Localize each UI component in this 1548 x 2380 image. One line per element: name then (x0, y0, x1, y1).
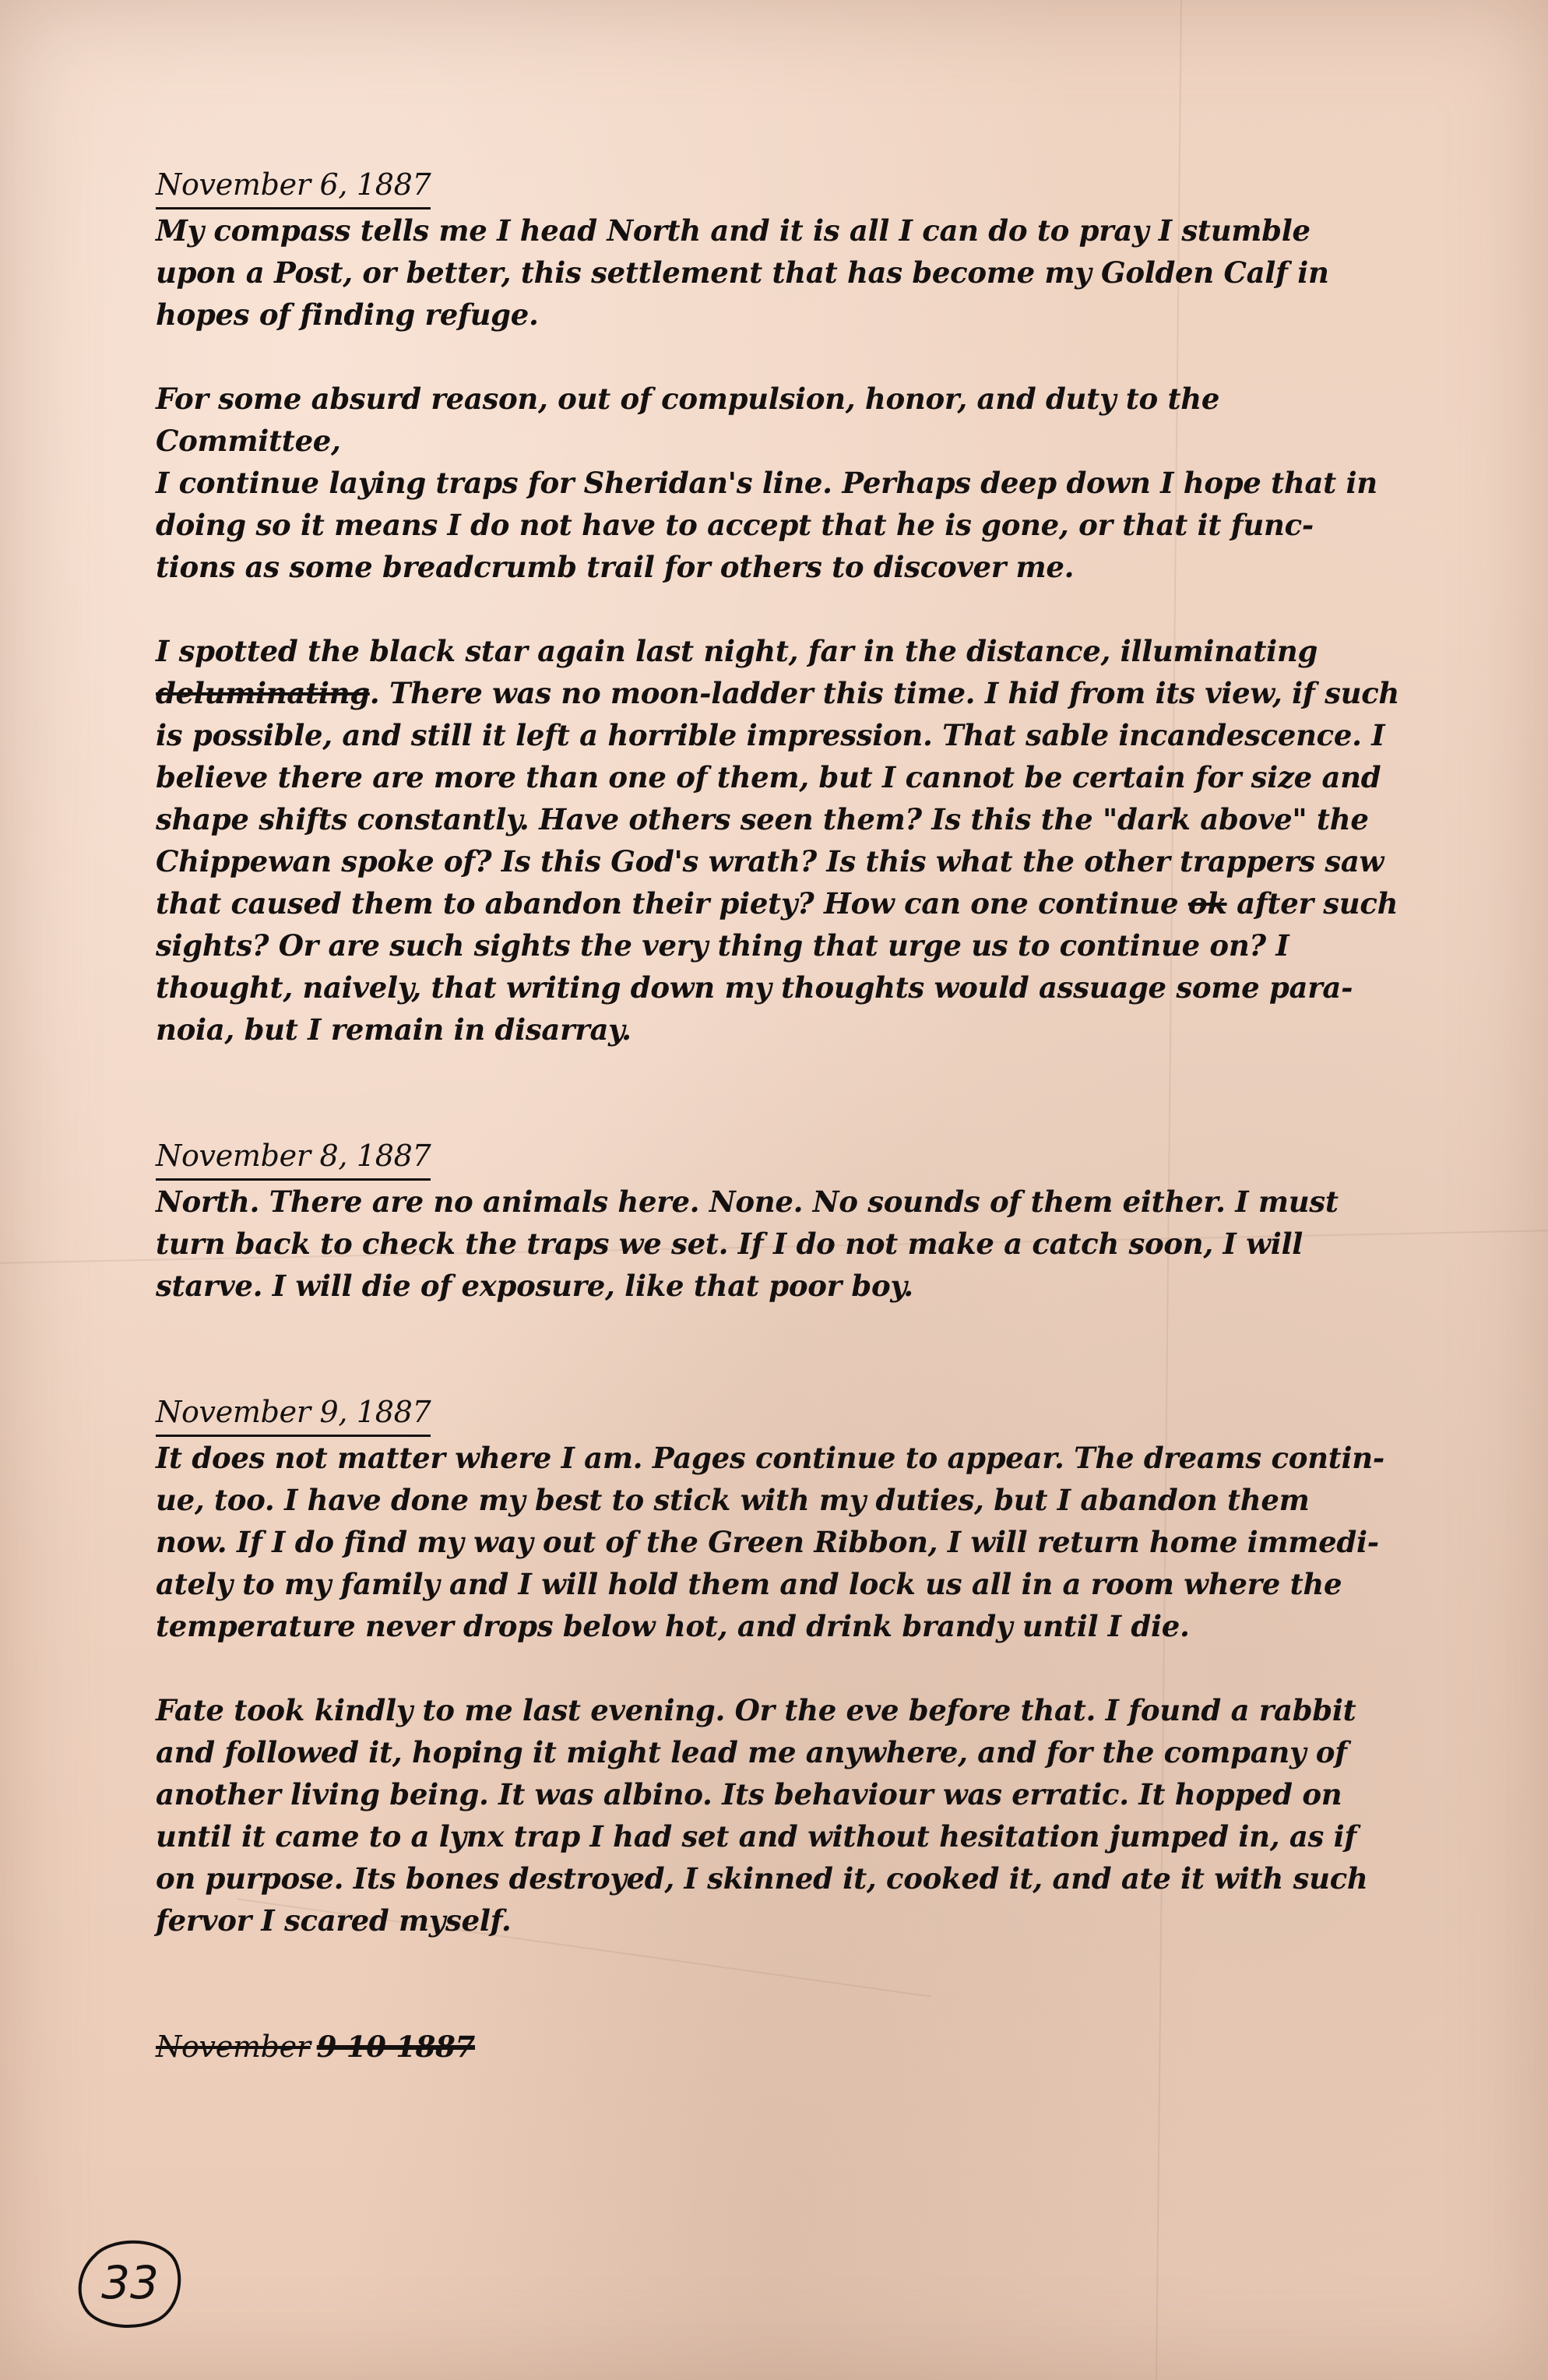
entry-paragraph: North. There are no animals here. None. No sounds of them either. I must turn back to check the traps we set. If I do not make a catch soon, I will starve. I will die of exposure, like that poor boy. (156, 1185, 1339, 1303)
entry-paragraph: For some absurd reason, out of compulsion, honor, and duty to the Committee, I continue laying traps for Sheridan's line. Perhaps deep down I hope that in doing so it means I do not have to accept that he is gone, or that it func- tions as some breadcrumb trail for others to discover me. (156, 382, 1377, 584)
paragraph-text: after such sights? Or are such sights the very thing that urge us to continue on? I thought, naively, that writing down my thoughts would assuage some para- noia, but I remain in disarray. (156, 886, 1398, 1047)
entry-date: November 8, 1887 (156, 1135, 431, 1181)
crossed-out-word: ok (1187, 886, 1227, 921)
paragraph-text: . There was no moon-ladder this time. I hid from its view, if such is possible, and still it left a horrible impression. That sable incandescence. I believe there are more than one of them, but I cannot be certain for size and shape shifts constantly. Have others seen them? Is this the "dark above" the Chippewan spoke of? Is this God's wrath? Is this what the other trappers saw that caused them to abandon their piety? How can one continue (156, 676, 1400, 921)
entry-paragraph: My compass tells me I head North and it is all I can do to pray I stumble upon a Post, or better, this settlement that has become my Golden Calf in hopes of finding refuge. (156, 213, 1329, 332)
entry-paragraph (156, 630, 1402, 1051)
abandoned-entry (156, 2026, 1402, 2068)
journal-entry (156, 1135, 1402, 1307)
journal-body (156, 164, 1402, 2068)
paragraph-text: I spotted the black star again last night, far in the distance, illuminating (156, 634, 1318, 668)
page-number (72, 2232, 188, 2333)
struck-word: deluminating (156, 676, 370, 710)
scratched-date-digits: 9 10 1887 (316, 2030, 475, 2064)
entry-date: November 6, 1887 (156, 164, 431, 209)
struck-date-word: November (156, 2030, 311, 2064)
journal-entry (156, 164, 1402, 1051)
entry-paragraph: Fate took kindly to me last evening. Or the eve before that. I found a rabbit and followed it, hoping it might lead me anywhere, and for the company of another living being. It was albino. Its behaviour was erratic. It hopped on until it came to a lynx trap I had set and without hesitation jumped in, as if on purpose. Its bones destroyed, I skinned it, cooked it, and ate it with such fervor I scared myself. (156, 1693, 1368, 1938)
journal-entry (156, 1391, 1402, 1942)
entry-paragraph: It does not matter where I am. Pages continue to appear. The dreams contin- ue, too. I have done my best to stick with my duties, but I abandon them now. If I do find my way out of the Green Ribbon, I will return home immedi- ately to my family and I will hold them and lock us all in a room where the temperature never drops below hot, and drink brandy until I die. (156, 1441, 1384, 1643)
entry-date: November 9, 1887 (156, 1391, 431, 1437)
page-number-text: 33 (101, 2256, 159, 2309)
